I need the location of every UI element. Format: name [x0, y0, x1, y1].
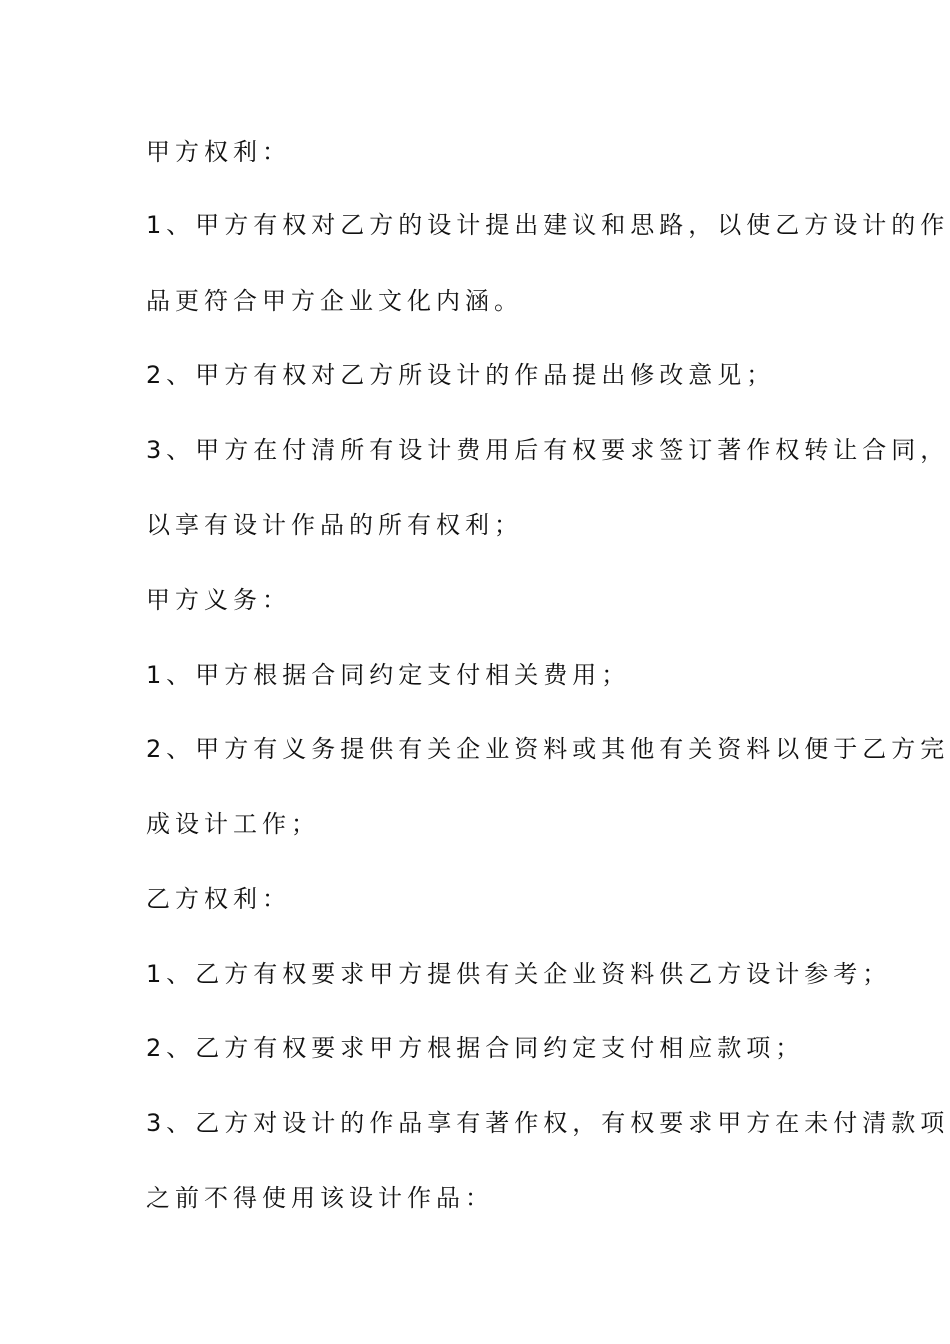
paragraph-line: 成设计工作；: [146, 810, 320, 838]
paragraph-line: 3、甲方在付清所有设计费用后有权要求签订著作权转让合同，: [146, 436, 950, 464]
paragraph-line: 1、甲方根据合同约定支付相关费用；: [146, 661, 631, 689]
paragraph-line: 1、甲方有权对乙方的设计提出建议和思路，以使乙方设计的作: [146, 211, 950, 239]
paragraph-line: 2、乙方有权要求甲方根据合同约定支付相应款项；: [146, 1034, 805, 1062]
heading-party-a-rights: 甲方权利：: [146, 138, 291, 166]
heading-party-b-rights: 乙方权利：: [146, 885, 291, 913]
paragraph-line: 品更符合甲方企业文化内涵。: [146, 287, 523, 315]
paragraph-line: 2、甲方有权对乙方所设计的作品提出修改意见；: [146, 361, 776, 389]
paragraph-line: 2、甲方有义务提供有关企业资料或其他有关资料以便于乙方完: [146, 735, 950, 763]
paragraph-line: 之前不得使用该设计作品：: [146, 1184, 494, 1212]
heading-party-a-obligations: 甲方义务：: [146, 586, 291, 614]
paragraph-line: 1、乙方有权要求甲方提供有关企业资料供乙方设计参考；: [146, 960, 892, 988]
paragraph-line: 以享有设计作品的所有权利；: [146, 511, 523, 539]
paragraph-line: 3、乙方对设计的作品享有著作权，有权要求甲方在未付清款项: [146, 1109, 950, 1137]
